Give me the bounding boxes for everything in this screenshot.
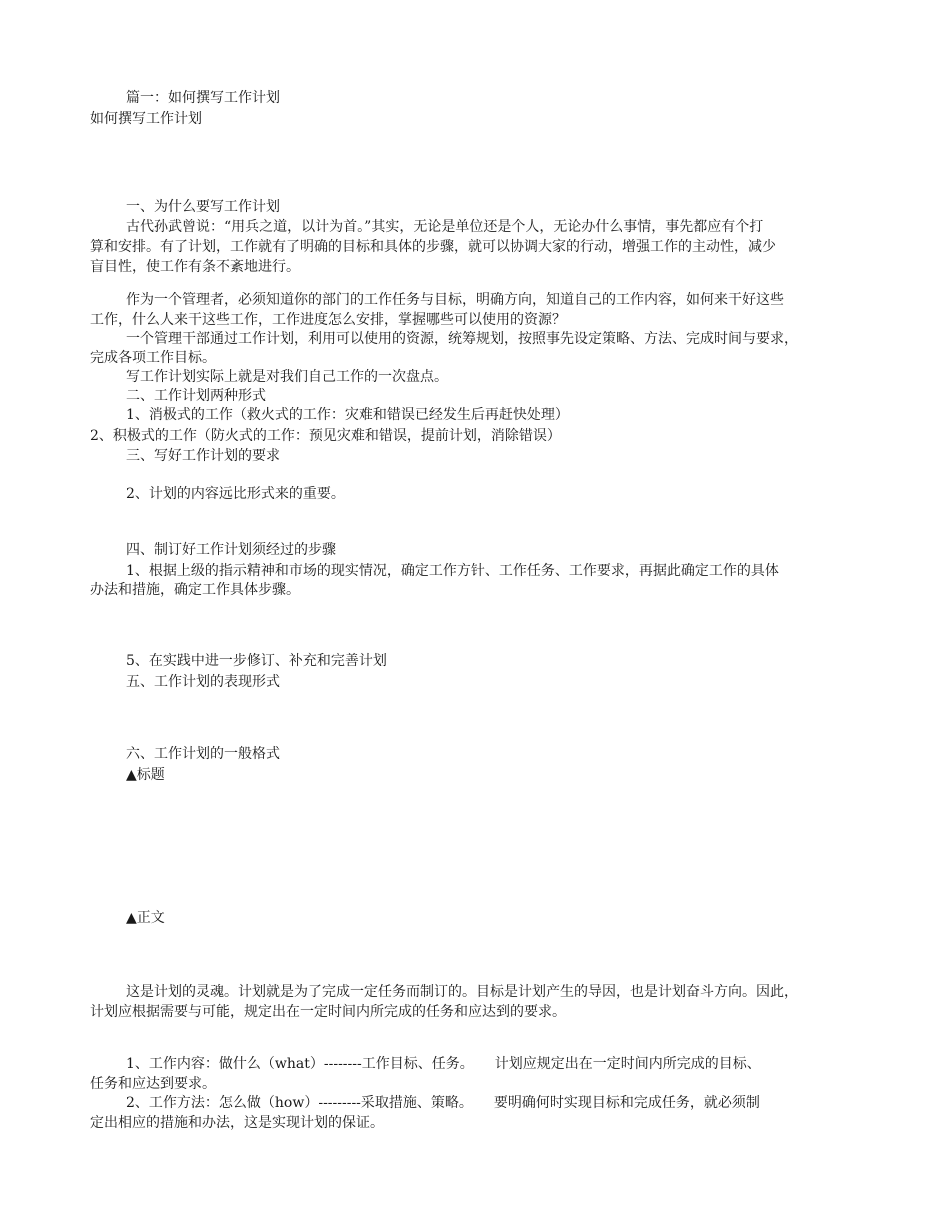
content-item-1-line-2: 任务和应达到要求。: [90, 1076, 216, 1092]
section-6-title-marker: ▲标题: [126, 767, 165, 783]
section-4-item-5: 5、在实践中进一步修订、补充和完善计划: [126, 653, 387, 669]
section-3-item-2: 2、计划的内容远比形式来的重要。: [126, 486, 345, 502]
section-6-title: 六、工作计划的一般格式: [126, 746, 280, 762]
section-6-body-marker: ▲正文: [126, 910, 165, 926]
content-item-2-line-1: 2、工作方法：怎么做（how）---------采取措施、策略。 要明确何时实现目标和完成任务，就必须制: [126, 1095, 760, 1111]
content-item-1-line-1: 1、工作内容：做什么（what）--------工作目标、任务。 计划应规定出在一定时间内所完成的目标、: [126, 1056, 761, 1072]
document-title: 如何撰写工作计划: [90, 111, 202, 127]
section-1-para-2-line-2: 工作，什么人来干这些工作，工作进度怎么安排，掌握哪些可以使用的资源？: [90, 312, 566, 328]
section-1-para-2-line-1: 作为一个管理者，必须知道你的部门的工作任务与目标，明确方向，知道自己的工作内容，如何来干好这些: [126, 292, 784, 308]
section-2-item-2: 2、积极式的工作（防火式的工作：预见灾难和错误，提前计划，消除错误）: [90, 428, 561, 444]
section-5-title: 五、工作计划的表现形式: [126, 674, 280, 690]
section-2-title: 二、工作计划两种形式: [126, 388, 266, 404]
section-1-para-4: 写工作计划实际上就是对我们自己工作的一次盘点。: [126, 369, 448, 385]
section-1-para-1-line-1: 古代孙武曾说：“用兵之道，以计为首。”其实，无论是单位还是个人，无论办什么事情，事先都应有个打: [126, 219, 764, 235]
section-2-item-1: 1、消极式的工作（救火式的工作：灾难和错误已经发生后再赶快处理）: [126, 407, 569, 423]
section-4-title: 四、制订好工作计划须经过的步骤: [126, 542, 336, 558]
section-1-para-3-line-1: 一个管理干部通过工作计划，利用可以使用的资源，统筹规划，按照事先设定策略、方法、完成时间与要求，: [126, 331, 798, 347]
section-1-para-3-line-2: 完成各项工作目标。: [90, 350, 216, 366]
section-1-para-1-line-3: 盲目性，使工作有条不紊地进行。: [90, 259, 300, 275]
content-item-2-line-2: 定出相应的措施和办法，这是实现计划的保证。: [90, 1115, 384, 1131]
section-1-title: 一、为什么要写工作计划: [126, 199, 280, 215]
section-1-para-1-line-2: 算和安排。有了计划，工作就有了明确的目标和具体的步骤，就可以协调大家的行动，增强工作的主动性，减少: [90, 239, 776, 255]
section-4-item-1-line-1: 1、根据上级的指示精神和市场的现实情况，确定工作方针、工作任务、工作要求，再据此确定工作的具体: [126, 563, 779, 579]
body-para-1-line-1: 这是计划的灵魂。计划就是为了完成一定任务而制订的。目标是计划产生的导因，也是计划奋斗方向。因此，: [126, 984, 798, 1000]
section-4-item-1-line-2: 办法和措施，确定工作具体步骤。: [90, 582, 300, 598]
body-para-1-line-2: 计划应根据需要与可能，规定出在一定时间内所完成的任务和应达到的要求。: [90, 1004, 566, 1020]
document-heading: 篇一：如何撰写工作计划: [126, 90, 280, 106]
section-3-title: 三、写好工作计划的要求: [126, 448, 280, 464]
